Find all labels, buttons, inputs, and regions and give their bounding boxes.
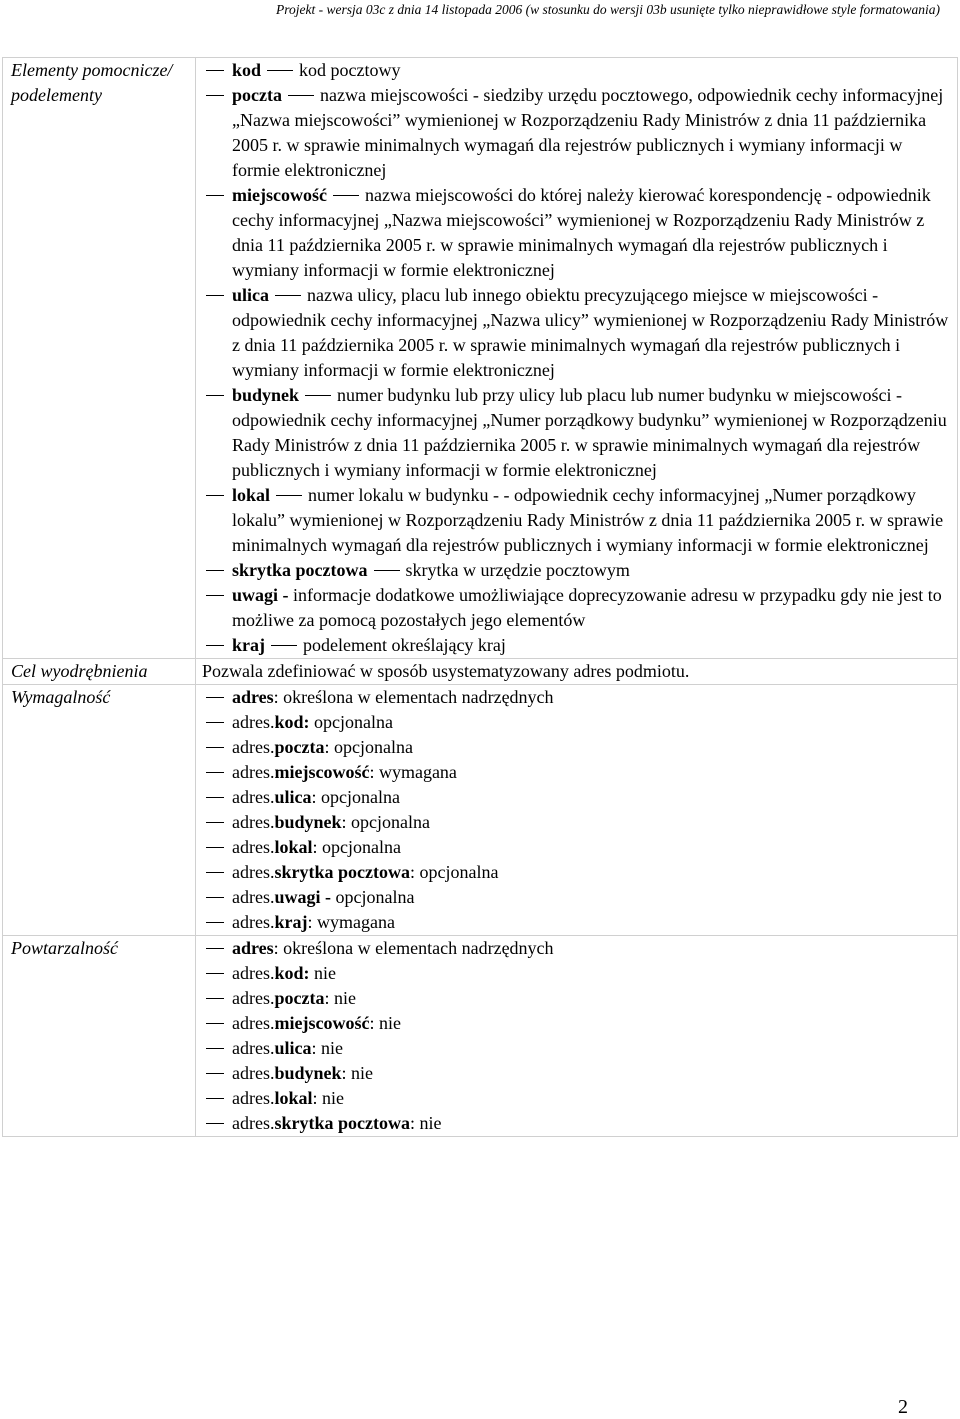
element-term: budynek (232, 385, 300, 405)
item-key: uwagi - (274, 887, 331, 907)
list-item (202, 1011, 951, 1036)
item-key: budynek (274, 1063, 342, 1083)
item-prefix: adres. (232, 762, 275, 782)
content-cel: Pozwala zdefiniować w sposób usystematyzowany adres podmiotu. (196, 659, 958, 685)
item-key: ulica (274, 787, 312, 807)
item-prefix: adres. (232, 862, 275, 882)
element-term: lokal (232, 485, 271, 505)
row-elementy (3, 58, 958, 659)
item-key: skrytka pocztowa (274, 862, 410, 882)
list-item (202, 961, 951, 986)
row-wymagalnosc (3, 685, 958, 936)
list-item (202, 885, 951, 910)
item-value: : opcjonalna (341, 812, 431, 832)
dash-separator (271, 645, 297, 646)
item-prefix: adres. (232, 963, 275, 983)
dash-separator (288, 95, 314, 96)
list-item (202, 383, 951, 483)
list-item (202, 810, 951, 835)
element-description: podelement określający kraj (303, 635, 506, 655)
item-key: adres (232, 938, 274, 958)
item-key: poczta (274, 988, 325, 1008)
item-value: : wymagana (307, 912, 395, 932)
list-item (202, 835, 951, 860)
item-key: skrytka pocztowa (274, 1113, 410, 1133)
list-item (202, 483, 951, 558)
item-key: kod: (274, 963, 310, 983)
content-elementy (196, 58, 958, 659)
list-item (202, 910, 951, 935)
dash-separator (333, 195, 359, 196)
item-value: : nie (312, 1088, 344, 1108)
list-item (202, 583, 951, 633)
element-description: informacje dodatkowe umożliwiające doprecyzowanie adresu w przypadku gdy nie jest to możliwe za pomocą pozostałych jego elementów (232, 585, 942, 630)
item-value: : nie (409, 1113, 442, 1133)
item-key: poczta (274, 737, 325, 757)
spec-table (2, 57, 958, 1137)
item-key: lokal (274, 1088, 313, 1108)
element-description: skrytka w urzędzie pocztowym (405, 560, 630, 580)
element-description: nazwa ulicy, placu lub innego obiektu precyzującego miejsce w miejscowości - odpowiednik cechy informacyjnej „Nazwa ulicy” wymienionej w Rozporządzeniu Rady Ministrów z dnia 11 października 2005 r. w sprawie minimalnych wymagań dla rejestrów publicznych i wymiany informacji w formie elektronicznej (232, 285, 949, 380)
item-prefix: adres. (232, 1038, 275, 1058)
dash-separator (305, 395, 331, 396)
item-value: opcjonalna (331, 887, 415, 907)
element-description: kod pocztowy (299, 60, 401, 80)
item-key: lokal (274, 837, 313, 857)
item-value: : nie (369, 1013, 401, 1033)
item-prefix: adres. (232, 912, 275, 932)
item-prefix: adres. (232, 712, 275, 732)
label-wymagalnosc: Wymagalność (3, 685, 196, 936)
item-value: : opcjonalna (312, 837, 401, 857)
item-key: adres (232, 687, 274, 707)
dash-separator (276, 495, 302, 496)
row-powtarzalnosc (3, 936, 958, 1137)
row-cel (3, 659, 958, 685)
label-powtarzalnosc: Powtarzalność (3, 936, 196, 1137)
element-term: kod (232, 60, 262, 80)
list-item (202, 58, 951, 83)
list-item (202, 860, 951, 885)
label-elementy: Elementy pomocnicze/ podelementy (3, 58, 196, 659)
list-item (202, 685, 951, 710)
element-term: kraj (232, 635, 265, 655)
page-header: Projekt - wersja 03c z dnia 14 listopada 2006 (w stosunku do wersji 03b usunięte tylko nieprawidłowe style formatowania) (276, 2, 940, 17)
repeatability-list (202, 936, 951, 1136)
item-prefix: adres. (232, 737, 275, 757)
element-term: uwagi - (232, 585, 289, 605)
list-item (202, 558, 951, 583)
item-value: : nie (324, 988, 356, 1008)
list-item (202, 1036, 951, 1061)
list-item (202, 1111, 951, 1136)
list-item (202, 735, 951, 760)
item-value: : opcjonalna (311, 787, 400, 807)
dash-separator (275, 295, 301, 296)
item-value: : wymagana (369, 762, 457, 782)
list-item (202, 936, 951, 961)
item-prefix: adres. (232, 887, 275, 907)
list-item (202, 183, 951, 283)
item-key: ulica (274, 1038, 312, 1058)
item-prefix: adres. (232, 787, 275, 807)
dash-separator (374, 570, 400, 571)
list-item (202, 283, 951, 383)
element-description: numer lokalu w budynku - - odpowiednik cechy informacyjnej „Numer porządkowy lokalu” wymienionej w Rozporządzeniu Rady Ministrów z dnia 11 października 2005 r. w sprawie minimalnych wymagań dla rejestrów publicznych i wymiany informacji w formie elektronicznej (232, 485, 944, 555)
element-term: miejscowość (232, 185, 327, 205)
list-item (202, 633, 951, 658)
item-value: nie (309, 963, 336, 983)
element-description: nazwa miejscowości - siedziby urzędu pocztowego, odpowiednik cechy informacyjnej „Nazwa miejscowości” wymienionej w Rozporządzeniu Rady Ministrów z dnia 11 października 2005 r. w sprawie minimalnych wymagań dla rejestrów publicznych i wymiany informacji w formie elektronicznej (232, 85, 944, 180)
item-key: kod: (274, 712, 310, 732)
item-prefix: adres. (232, 812, 275, 832)
list-item (202, 785, 951, 810)
item-value: opcjonalna (309, 712, 393, 732)
item-key: kraj (274, 912, 308, 932)
list-item (202, 1086, 951, 1111)
list-item (202, 83, 951, 183)
list-item (202, 1061, 951, 1086)
item-value: : określona w elementach nadrzędnych (273, 938, 554, 958)
content-powtarzalnosc (196, 936, 958, 1137)
item-prefix: adres. (232, 1088, 275, 1108)
requirement-list (202, 685, 951, 935)
item-prefix: adres. (232, 988, 275, 1008)
list-item (202, 710, 951, 735)
item-key: miejscowość (274, 1013, 370, 1033)
element-list (202, 58, 951, 658)
item-value: : nie (341, 1063, 374, 1083)
item-value: : opcjonalna (409, 862, 499, 882)
dash-separator (267, 70, 293, 71)
item-value: : nie (311, 1038, 343, 1058)
list-item (202, 760, 951, 785)
item-prefix: adres. (232, 1113, 275, 1133)
element-term: poczta (232, 85, 282, 105)
element-term: ulica (232, 285, 270, 305)
item-key: miejscowość (274, 762, 370, 782)
item-value: : określona w elementach nadrzędnych (273, 687, 554, 707)
item-key: budynek (274, 812, 342, 832)
element-term: skrytka pocztowa (232, 560, 368, 580)
item-prefix: adres. (232, 1063, 275, 1083)
element-description: nazwa miejscowości do której należy kierować korespondencję - odpowiednik cechy informacyjnej „Nazwa miejscowości” wymienionej w Rozporządzeniu Rady Ministrów z dnia 11 października 2005 r. w sprawie minimalnych wymagań dla rejestrów publicznych i wymiany informacji w formie elektronicznej (232, 185, 931, 280)
page-number: 2 (898, 1396, 908, 1418)
element-description: numer budynku lub przy ulicy lub placu lub numer budynku w miejscowości - odpowiednik cechy informacyjnej „Numer porządkowy budynku” wymienionej w Rozporządzeniu Rady Ministrów z dnia 11 października 2005 r. w sprawie minimalnych wymagań dla rejestrów publicznych i wymiany informacji w formie elektronicznej (232, 385, 947, 480)
label-cel: Cel wyodrębnienia (3, 659, 196, 685)
item-prefix: adres. (232, 837, 275, 857)
content-wymagalnosc (196, 685, 958, 936)
item-value: : opcjonalna (324, 737, 413, 757)
item-prefix: adres. (232, 1013, 275, 1033)
list-item (202, 986, 951, 1011)
